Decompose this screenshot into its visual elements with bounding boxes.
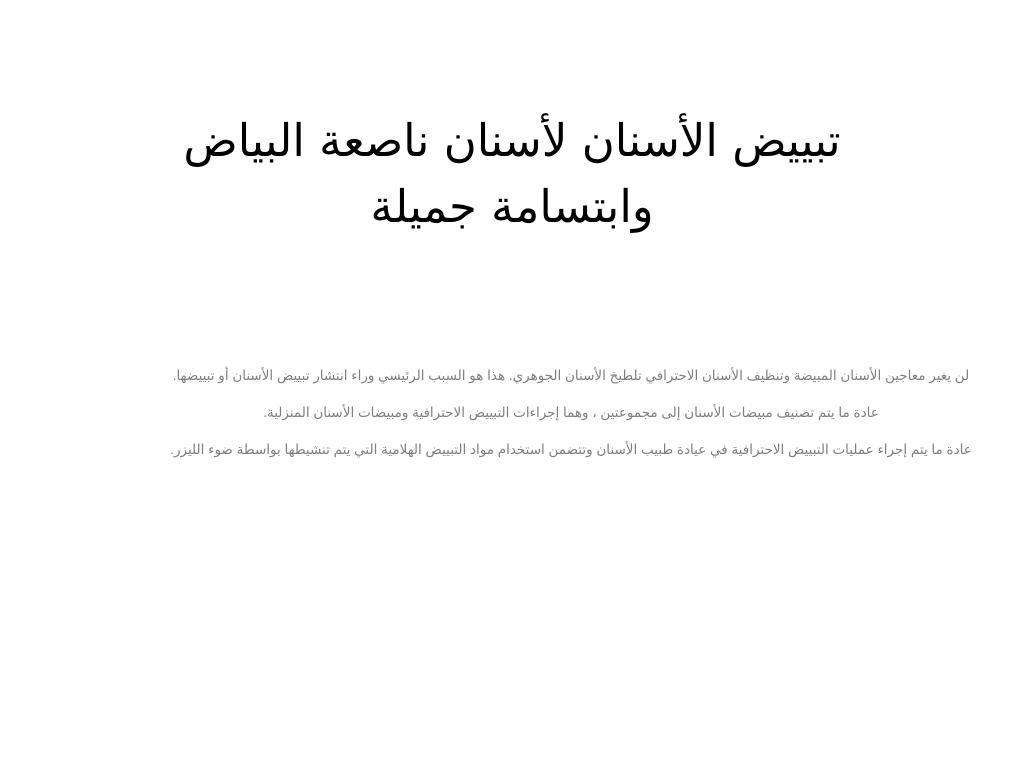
paragraph-3: عادة ما يتم إجراء عمليات التبييض الاحترافية في عيادة طبيب الأسنان وتتضمن استخدام مواد التبييض الهلامية التي يتم تنشيطها بواسطة ضوء الليزر. xyxy=(170,442,972,457)
paragraph-2: عادة ما يتم تصنيف مبيضات الأسنان إلى مجموعتين ، وهما إجراءات التبييض الاحترافية ومبيضات الأسنان المنزلية. xyxy=(263,405,879,420)
slide-body xyxy=(160,368,982,479)
paragraph-1: لن يغير معاجين الأسنان المبيضة وتنظيف الأسنان الاحترافي تلطيخ الأسنان الجوهري. هذا هو السبب الرئيسي وراء انتشار تبييض الأسنان أو تبييضها. xyxy=(172,368,970,383)
slide-title: تبييض الأسنان لأسنان ناصعة البياض وابتسامة جميلة xyxy=(183,114,841,233)
